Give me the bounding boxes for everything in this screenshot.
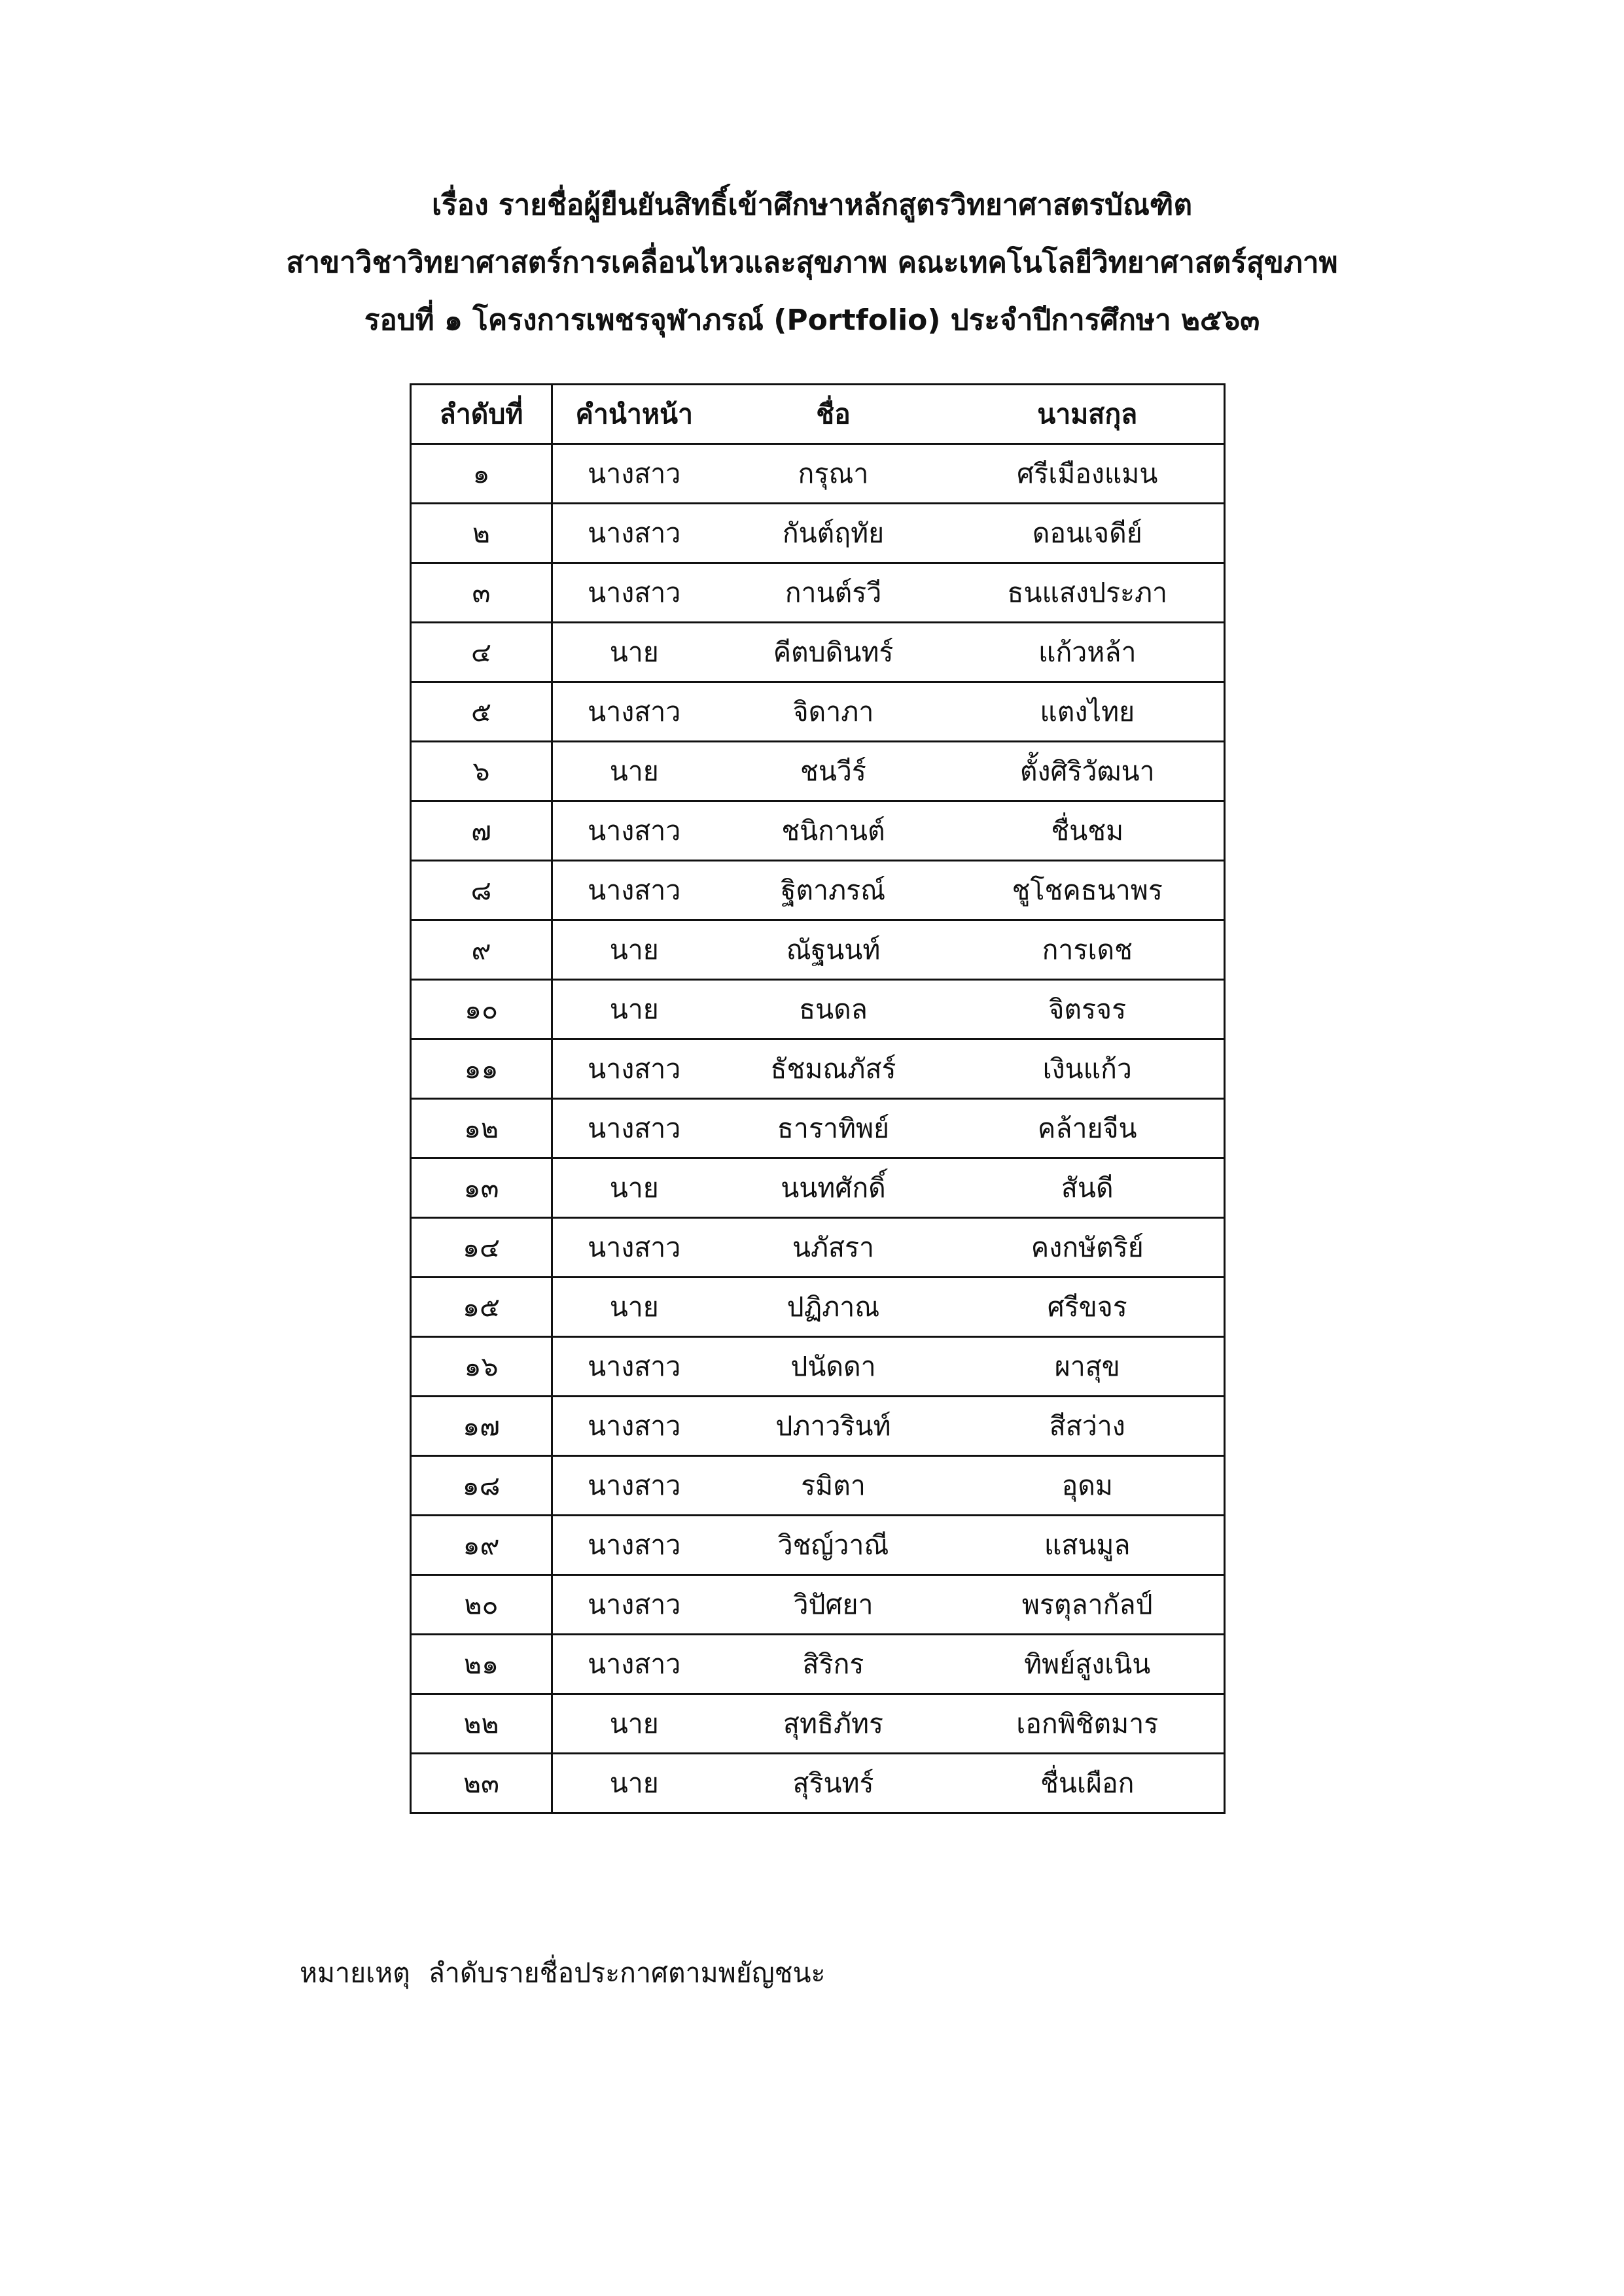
cell-last-name: พรตุลากัลป์ [951, 1575, 1225, 1635]
table-row [411, 563, 1225, 623]
cell-no: ๒๓ [411, 1754, 552, 1813]
cell-prefix: นาย [552, 623, 716, 682]
document-title [0, 177, 1624, 349]
table-header-row [411, 385, 1225, 444]
table-row [411, 1397, 1225, 1456]
cell-last-name: ศรีเมืองแมน [951, 444, 1225, 504]
cell-prefix: นางสาว [552, 1516, 716, 1575]
footnote-text: ลำดับรายชื่อประกาศตามพยัญชนะ [428, 1957, 826, 1989]
table-row [411, 682, 1225, 742]
cell-last-name: คล้ายจีน [951, 1099, 1225, 1158]
cell-first-name: ชนิกานต์ [716, 801, 951, 861]
cell-prefix: นาย [552, 1278, 716, 1337]
table-row [411, 861, 1225, 920]
cell-first-name: ณัฐนนท์ [716, 920, 951, 980]
cell-last-name: ตั้งศิริวัฒนา [951, 742, 1225, 801]
cell-first-name: ปภาวรินท์ [716, 1397, 951, 1456]
cell-last-name: แตงไทย [951, 682, 1225, 742]
cell-first-name: ธาราทิพย์ [716, 1099, 951, 1158]
cell-no: ๑๖ [411, 1337, 552, 1397]
cell-prefix: นางสาว [552, 1456, 716, 1516]
cell-last-name: แสนมูล [951, 1516, 1225, 1575]
cell-last-name: สีสว่าง [951, 1397, 1225, 1456]
table-row [411, 1516, 1225, 1575]
header-last-name: นามสกุล [951, 385, 1225, 444]
cell-prefix: นางสาว [552, 801, 716, 861]
cell-first-name: ปฏิภาณ [716, 1278, 951, 1337]
cell-no: ๑๘ [411, 1456, 552, 1516]
cell-first-name: สุทธิภัทร [716, 1694, 951, 1754]
cell-prefix: นาย [552, 1694, 716, 1754]
cell-first-name: ฐิตาภรณ์ [716, 861, 951, 920]
cell-no: ๔ [411, 623, 552, 682]
cell-first-name: ชนวีร์ [716, 742, 951, 801]
cell-no: ๑๕ [411, 1278, 552, 1337]
title-line-3: รอบที่ ๑ โครงการเพชรจุฬาภรณ์ (Portfolio) ประจำปีการศึกษา ๒๕๖๓ [364, 304, 1260, 337]
cell-last-name: ธนแสงประภา [951, 563, 1225, 623]
cell-no: ๑๔ [411, 1218, 552, 1278]
cell-last-name: จิตรจร [951, 980, 1225, 1039]
cell-no: ๒๑ [411, 1635, 552, 1694]
cell-no: ๘ [411, 861, 552, 920]
table-row [411, 920, 1225, 980]
cell-last-name: ดอนเจดีย์ [951, 504, 1225, 563]
cell-no: ๓ [411, 563, 552, 623]
cell-prefix: นางสาว [552, 682, 716, 742]
cell-first-name: กานต์รวี [716, 563, 951, 623]
header-prefix: คำนำหน้า [552, 385, 716, 444]
cell-first-name: ปนัดดา [716, 1337, 951, 1397]
title-line-1: เรื่อง รายชื่อผู้ยืนยันสิทธิ์เข้าศึกษาหลักสูตรวิทยาศาสตรบัณฑิต [431, 188, 1193, 222]
cell-no: ๒๐ [411, 1575, 552, 1635]
cell-last-name: อุดม [951, 1456, 1225, 1516]
table-row [411, 1158, 1225, 1218]
cell-prefix: นางสาว [552, 861, 716, 920]
cell-prefix: นางสาว [552, 1337, 716, 1397]
cell-no: ๑๐ [411, 980, 552, 1039]
cell-last-name: การเดช [951, 920, 1225, 980]
cell-first-name: สุรินทร์ [716, 1754, 951, 1813]
cell-first-name: วิชญ์วาณี [716, 1516, 951, 1575]
title-line-2: สาขาวิชาวิทยาศาสตร์การเคลื่อนไหวและสุขภาพ คณะเทคโนโลยีวิทยาศาสตร์สุขภาพ [286, 246, 1338, 279]
cell-last-name: ทิพย์สูงเนิน [951, 1635, 1225, 1694]
table-row [411, 801, 1225, 861]
cell-prefix: นางสาว [552, 1397, 716, 1456]
header-first-name: ชื่อ [716, 385, 951, 444]
cell-last-name: คงกษัตริย์ [951, 1218, 1225, 1278]
cell-first-name: นนทศักดิ์ [716, 1158, 951, 1218]
cell-first-name: นภัสรา [716, 1218, 951, 1278]
cell-no: ๑๗ [411, 1397, 552, 1456]
cell-prefix: นาย [552, 742, 716, 801]
cell-prefix: นาย [552, 1754, 716, 1813]
cell-last-name: ชูโชคธนาพร [951, 861, 1225, 920]
cell-prefix: นางสาว [552, 1099, 716, 1158]
cell-prefix: นางสาว [552, 1039, 716, 1099]
cell-no: ๑๒ [411, 1099, 552, 1158]
cell-prefix: นางสาว [552, 1575, 716, 1635]
cell-prefix: นางสาว [552, 444, 716, 504]
table-row [411, 742, 1225, 801]
cell-last-name: เงินแก้ว [951, 1039, 1225, 1099]
cell-no: ๕ [411, 682, 552, 742]
cell-last-name: สันดี [951, 1158, 1225, 1218]
table-row [411, 1694, 1225, 1754]
cell-no: ๑๑ [411, 1039, 552, 1099]
cell-prefix: นางสาว [552, 1218, 716, 1278]
cell-no: ๑๙ [411, 1516, 552, 1575]
table-row [411, 1278, 1225, 1337]
table-row [411, 1456, 1225, 1516]
cell-last-name: เอกพิชิตมาร [951, 1694, 1225, 1754]
cell-first-name: รมิตา [716, 1456, 951, 1516]
cell-prefix: นางสาว [552, 563, 716, 623]
cell-first-name: สิริกร [716, 1635, 951, 1694]
cell-first-name: ธัชมณภัสร์ [716, 1039, 951, 1099]
table-body [411, 444, 1225, 1813]
table-row [411, 1337, 1225, 1397]
table-row [411, 1099, 1225, 1158]
cell-no: ๖ [411, 742, 552, 801]
cell-first-name: กันต์ฤทัย [716, 504, 951, 563]
footnote-label: หมายเหตุ [300, 1957, 410, 1989]
cell-first-name: คีตบดินทร์ [716, 623, 951, 682]
cell-first-name: ธนดล [716, 980, 951, 1039]
cell-last-name: ชื่นเผือก [951, 1754, 1225, 1813]
cell-no: ๑๓ [411, 1158, 552, 1218]
cell-no: ๑ [411, 444, 552, 504]
cell-last-name: แก้วหล้า [951, 623, 1225, 682]
cell-prefix: นางสาว [552, 504, 716, 563]
cell-prefix: นาย [552, 920, 716, 980]
name-list-table [410, 383, 1226, 1814]
cell-first-name: กรุณา [716, 444, 951, 504]
cell-first-name: จิดาภา [716, 682, 951, 742]
cell-no: ๒ [411, 504, 552, 563]
cell-no: ๙ [411, 920, 552, 980]
table-row [411, 623, 1225, 682]
cell-no: ๗ [411, 801, 552, 861]
table-row [411, 1635, 1225, 1694]
table-row [411, 1754, 1225, 1813]
table-row [411, 980, 1225, 1039]
cell-prefix: นางสาว [552, 1635, 716, 1694]
table-row [411, 504, 1225, 563]
table-row [411, 1575, 1225, 1635]
cell-first-name: วิปัศยา [716, 1575, 951, 1635]
cell-no: ๒๒ [411, 1694, 552, 1754]
table-row [411, 1039, 1225, 1099]
cell-last-name: ชื่นชม [951, 801, 1225, 861]
cell-last-name: ผาสุข [951, 1337, 1225, 1397]
table-row [411, 1218, 1225, 1278]
header-no: ลำดับที่ [411, 385, 552, 444]
footnote [300, 1952, 826, 1994]
cell-prefix: นาย [552, 980, 716, 1039]
table-row [411, 444, 1225, 504]
cell-prefix: นาย [552, 1158, 716, 1218]
cell-last-name: ศรีขจร [951, 1278, 1225, 1337]
